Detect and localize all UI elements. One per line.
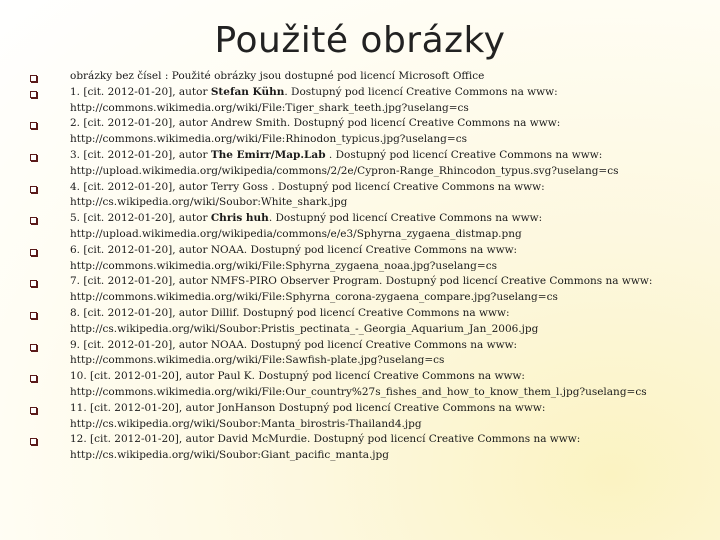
item-url: http://commons.wikimedia.org/wiki/File:Rhinodon_typicus.jpg?uselang=cs (70, 133, 467, 146)
item-line: 9. [cit. 2012-01-20], autor NOAA. Dostupný pod licencí Creative Commons na www: (70, 338, 518, 351)
item-url: http://cs.wikipedia.org/wiki/Soubor:White_shark.jpg (70, 196, 348, 209)
list-item (26, 85, 716, 117)
bullet-icon (30, 280, 37, 287)
bullet-icon (30, 312, 37, 319)
slide-title: Použité obrázky (214, 20, 506, 61)
item-url: http://cs.wikipedia.org/wiki/Soubor:Pristis_pectinata_-_Georgia_Aquarium_Jan_2006.jpg (70, 322, 539, 335)
item-line: 10. [cit. 2012-01-20], autor Paul K. Dostupný pod licencí Creative Commons na www: (70, 370, 525, 383)
item-url: http://cs.wikipedia.org/wiki/Soubor:Manta_birostris-Thailand4.jpg (70, 417, 422, 430)
bullet-icon (30, 122, 37, 129)
bullet-icon (30, 186, 37, 193)
item-line: obrázky bez čísel : Použité obrázky jsou dostupné pod licencí Microsoft Office (70, 70, 485, 82)
list-item (26, 306, 716, 338)
bullet-icon (30, 91, 37, 98)
list-item (26, 243, 716, 275)
bullet-icon (30, 344, 37, 351)
item-line: 3. [cit. 2012-01-20], autor The Emirr/Map.Lab . Dostupný pod licencí Creative Commons na www: (70, 148, 603, 161)
item-url: http://commons.wikimedia.org/wiki/File:Our_country%27s_fishes_and_how_to_know_them_l.jpg?uselang=cs (70, 385, 647, 398)
list-item (26, 369, 716, 401)
list-item (26, 148, 716, 180)
bullet-icon (30, 375, 37, 382)
item-line: 7. [cit. 2012-01-20], autor NMFS-PIRO Observer Program. Dostupný pod licencí Creative Commons na www: (70, 275, 653, 288)
item-url: http://commons.wikimedia.org/wiki/File:Sphyrna_zygaena_noaa.jpg?uselang=cs (70, 259, 497, 272)
item-line: 8. [cit. 2012-01-20], autor Dillif. Dostupný pod licencí Creative Commons na www: (70, 306, 510, 319)
image-sources-list (26, 69, 716, 464)
item-url: http://upload.wikimedia.org/wikipedia/commons/2/2e/Cypron-Range_Rhincodon_typus.svg?uselang=cs (70, 164, 619, 177)
item-url: http://commons.wikimedia.org/wiki/File:Tiger_shark_teeth.jpg?uselang=cs (70, 101, 469, 114)
item-url: http://commons.wikimedia.org/wiki/File:Sphyrna_corona-zygaena_compare.jpg?uselang=cs (70, 291, 558, 304)
item-url: http://cs.wikipedia.org/wiki/Soubor:Giant_pacific_manta.jpg (70, 449, 389, 462)
list-item (26, 274, 716, 306)
item-url: http://commons.wikimedia.org/wiki/File:Sawfish-plate.jpg?uselang=cs (70, 354, 445, 367)
item-line: 2. [cit. 2012-01-20], autor Andrew Smith. Dostupný pod licencí Creative Commons na www: (70, 117, 561, 130)
bullet-icon (30, 154, 37, 161)
list-item (26, 69, 716, 85)
item-line: 5. [cit. 2012-01-20], autor Chris huh. Dostupný pod licencí Creative Commons na www: (70, 212, 543, 225)
list-item (26, 211, 716, 243)
list-item (26, 116, 716, 148)
item-url: http://upload.wikimedia.org/wikipedia/commons/e/e3/Sphyrna_zygaena_distmap.png (70, 227, 522, 240)
bullet-icon (30, 407, 37, 414)
list-item (26, 432, 716, 464)
item-line: 11. [cit. 2012-01-20], autor JonHanson Dostupný pod licencí Creative Commons na www: (70, 401, 546, 414)
list-item (26, 338, 716, 370)
item-line: 4. [cit. 2012-01-20], autor Terry Goss . Dostupný pod licencí Creative Commons na www: (70, 180, 545, 193)
bullet-icon (30, 249, 37, 256)
item-line: 12. [cit. 2012-01-20], autor David McMurdie. Dostupný pod licencí Creative Commons na www: (70, 433, 581, 446)
item-line: 1. [cit. 2012-01-20], autor Stefan Kühn. Dostupný pod licencí Creative Commons na www: (70, 85, 558, 98)
list-item (26, 401, 716, 433)
bullet-icon (30, 75, 37, 82)
list-item (26, 180, 716, 212)
bullet-icon (30, 438, 37, 445)
item-line: 6. [cit. 2012-01-20], autor NOAA. Dostupný pod licencí Creative Commons na www: (70, 243, 518, 256)
bullet-icon (30, 217, 37, 224)
